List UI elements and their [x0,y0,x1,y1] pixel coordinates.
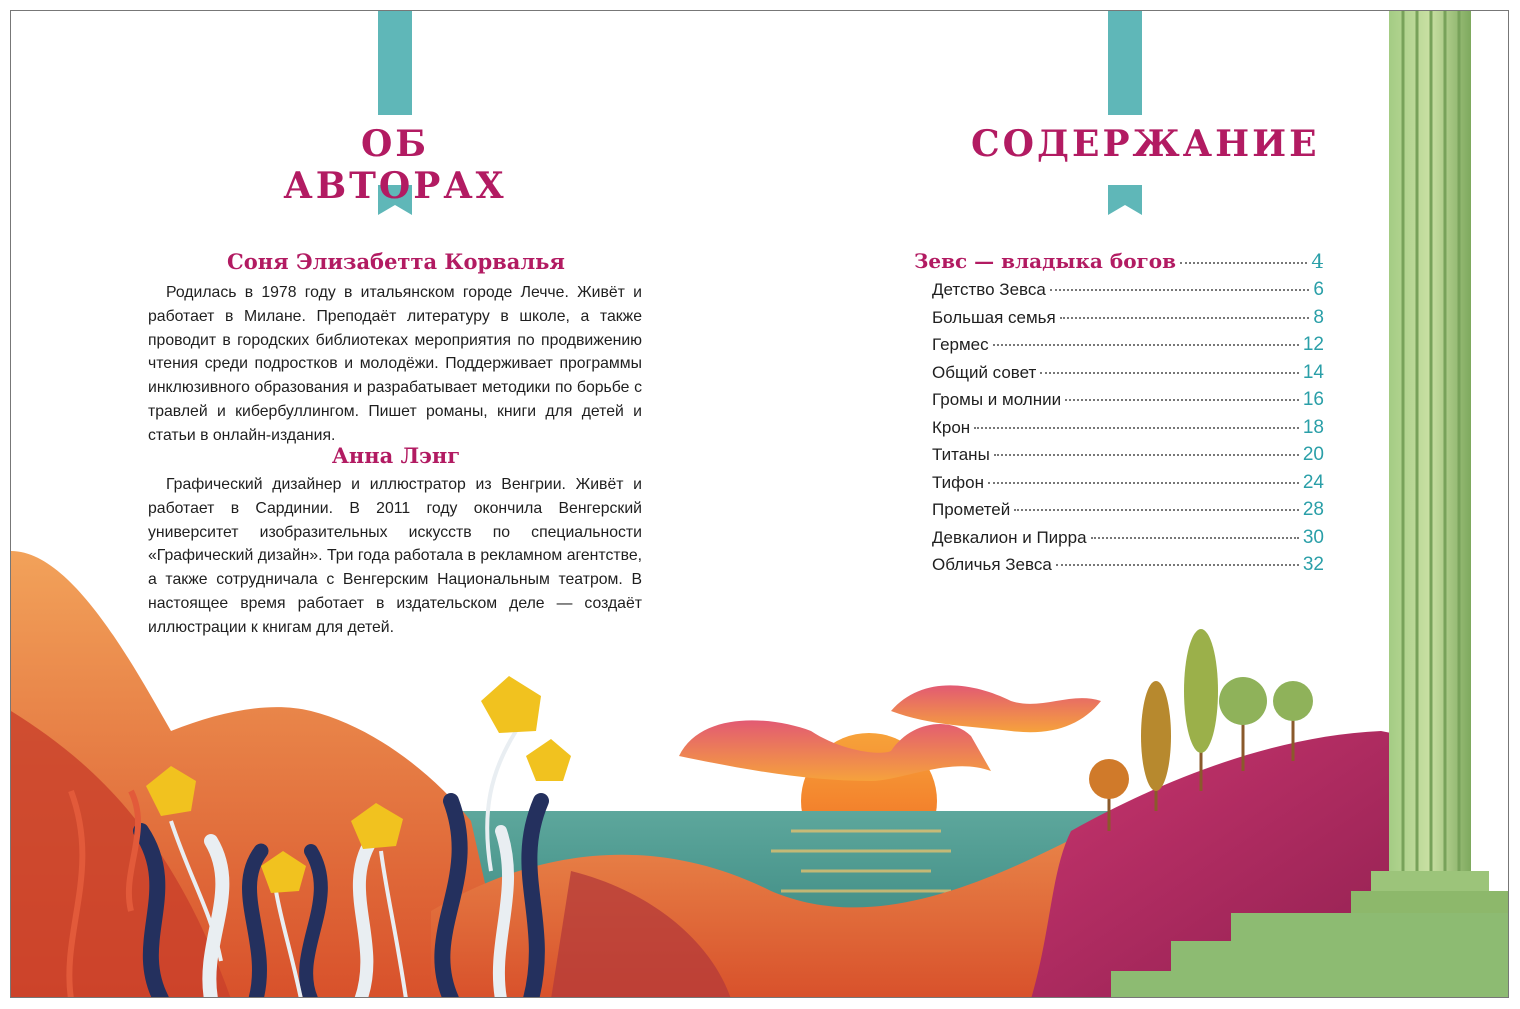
toc-entry[interactable] [932,554,1324,581]
toc-entry-label: Зевс — владыка богов [914,249,1177,273]
author-bio: Родилась в 1978 году в итальянском городе Лечче. Живёт и работает в Милане. Преподаёт литературу в школе, а также проводит в городских библиотеках мероприятия по продвижению чтения среди подростков и молодёжи. Поддерживает программы инклюзивного образования и разрабатывает методики по борьбе с травлей и кибербуллингом. Пишет романы, книги для детей и статьи в онлайн-издания. [148,284,642,444]
toc-leader-dots [1065,399,1299,401]
toc-entry[interactable] [932,417,1324,444]
toc-entry-label: Крон [932,418,971,437]
toc-page-number: 4 [1311,249,1324,273]
toc-entry[interactable] [932,362,1324,389]
toc-page-number: 14 [1302,362,1324,383]
toc-entry-label: Общий совет [932,363,1037,382]
toc-page-number: 18 [1302,417,1324,438]
toc-page-number: 20 [1302,444,1324,465]
toc-page-number: 12 [1302,334,1324,355]
author-bio: Графический дизайнер и иллюстратор из Венгрии. Живёт и работает в Сардинии. В 2011 году окончила Венгерский университет изобразительных искусств по специальности «Графический дизайн». Три года работала в рекламном агентстве, а также сотрудничала с Венгерским Национальным театром. В настоящее время работает в издательском деле — создаёт иллюстрации к книгам для детей. [148,476,642,636]
book-spread [10,10,1509,998]
toc-leader-dots [994,454,1299,456]
toc-entry[interactable] [932,472,1324,499]
toc-leader-dots [1180,262,1307,264]
toc-entry[interactable] [932,334,1324,361]
cloud-icon [679,685,1101,781]
toc-entry[interactable] [932,444,1324,471]
toc-page-number: 24 [1302,472,1324,493]
toc-page-number: 30 [1302,527,1324,548]
toc-entry[interactable] [932,307,1324,334]
toc-leader-dots [988,482,1299,484]
toc-leader-dots [1014,509,1299,511]
toc-page-number: 6 [1313,279,1324,300]
toc-main-entry[interactable] [914,249,1324,276]
toc-entry[interactable] [932,499,1324,526]
toc-entry-label: Громы и молнии [932,390,1062,409]
toc-entry[interactable] [932,527,1324,554]
toc-leader-dots [1091,537,1299,539]
toc-leader-dots [993,344,1299,346]
toc-page-number: 32 [1302,554,1324,575]
author-name: Соня Элизабетта Корвалья [227,249,565,274]
toc-leader-dots [1050,289,1310,291]
toc-leader-dots [1056,564,1299,566]
page-title-authors: ОБ АВТОРАХ [283,123,507,207]
toc-page-number: 16 [1302,389,1324,410]
toc-entry[interactable] [932,279,1324,306]
toc-leader-dots [1040,372,1299,374]
toc-page-number: 28 [1302,499,1324,520]
page-title-contents: СОДЕРЖАНИЕ [971,123,1320,165]
toc-entry-label: Детство Зевса [932,280,1046,299]
author-name: Анна Лэнг [331,443,461,468]
toc-entry-label: Большая семья [932,308,1056,327]
toc-entry-label: Девкалион и Пирра [932,528,1087,547]
toc-entry[interactable] [932,389,1324,416]
toc-entry-label: Титаны [932,445,990,464]
toc-leader-dots [1060,317,1310,319]
toc-entry-label: Тифон [932,473,984,492]
toc-page-number: 8 [1313,307,1324,328]
toc-entry-label: Обличья Зевса [932,555,1052,574]
toc-leader-dots [974,427,1299,429]
toc-entry-label: Гермес [932,335,989,354]
toc-entry-label: Прометей [932,500,1011,519]
